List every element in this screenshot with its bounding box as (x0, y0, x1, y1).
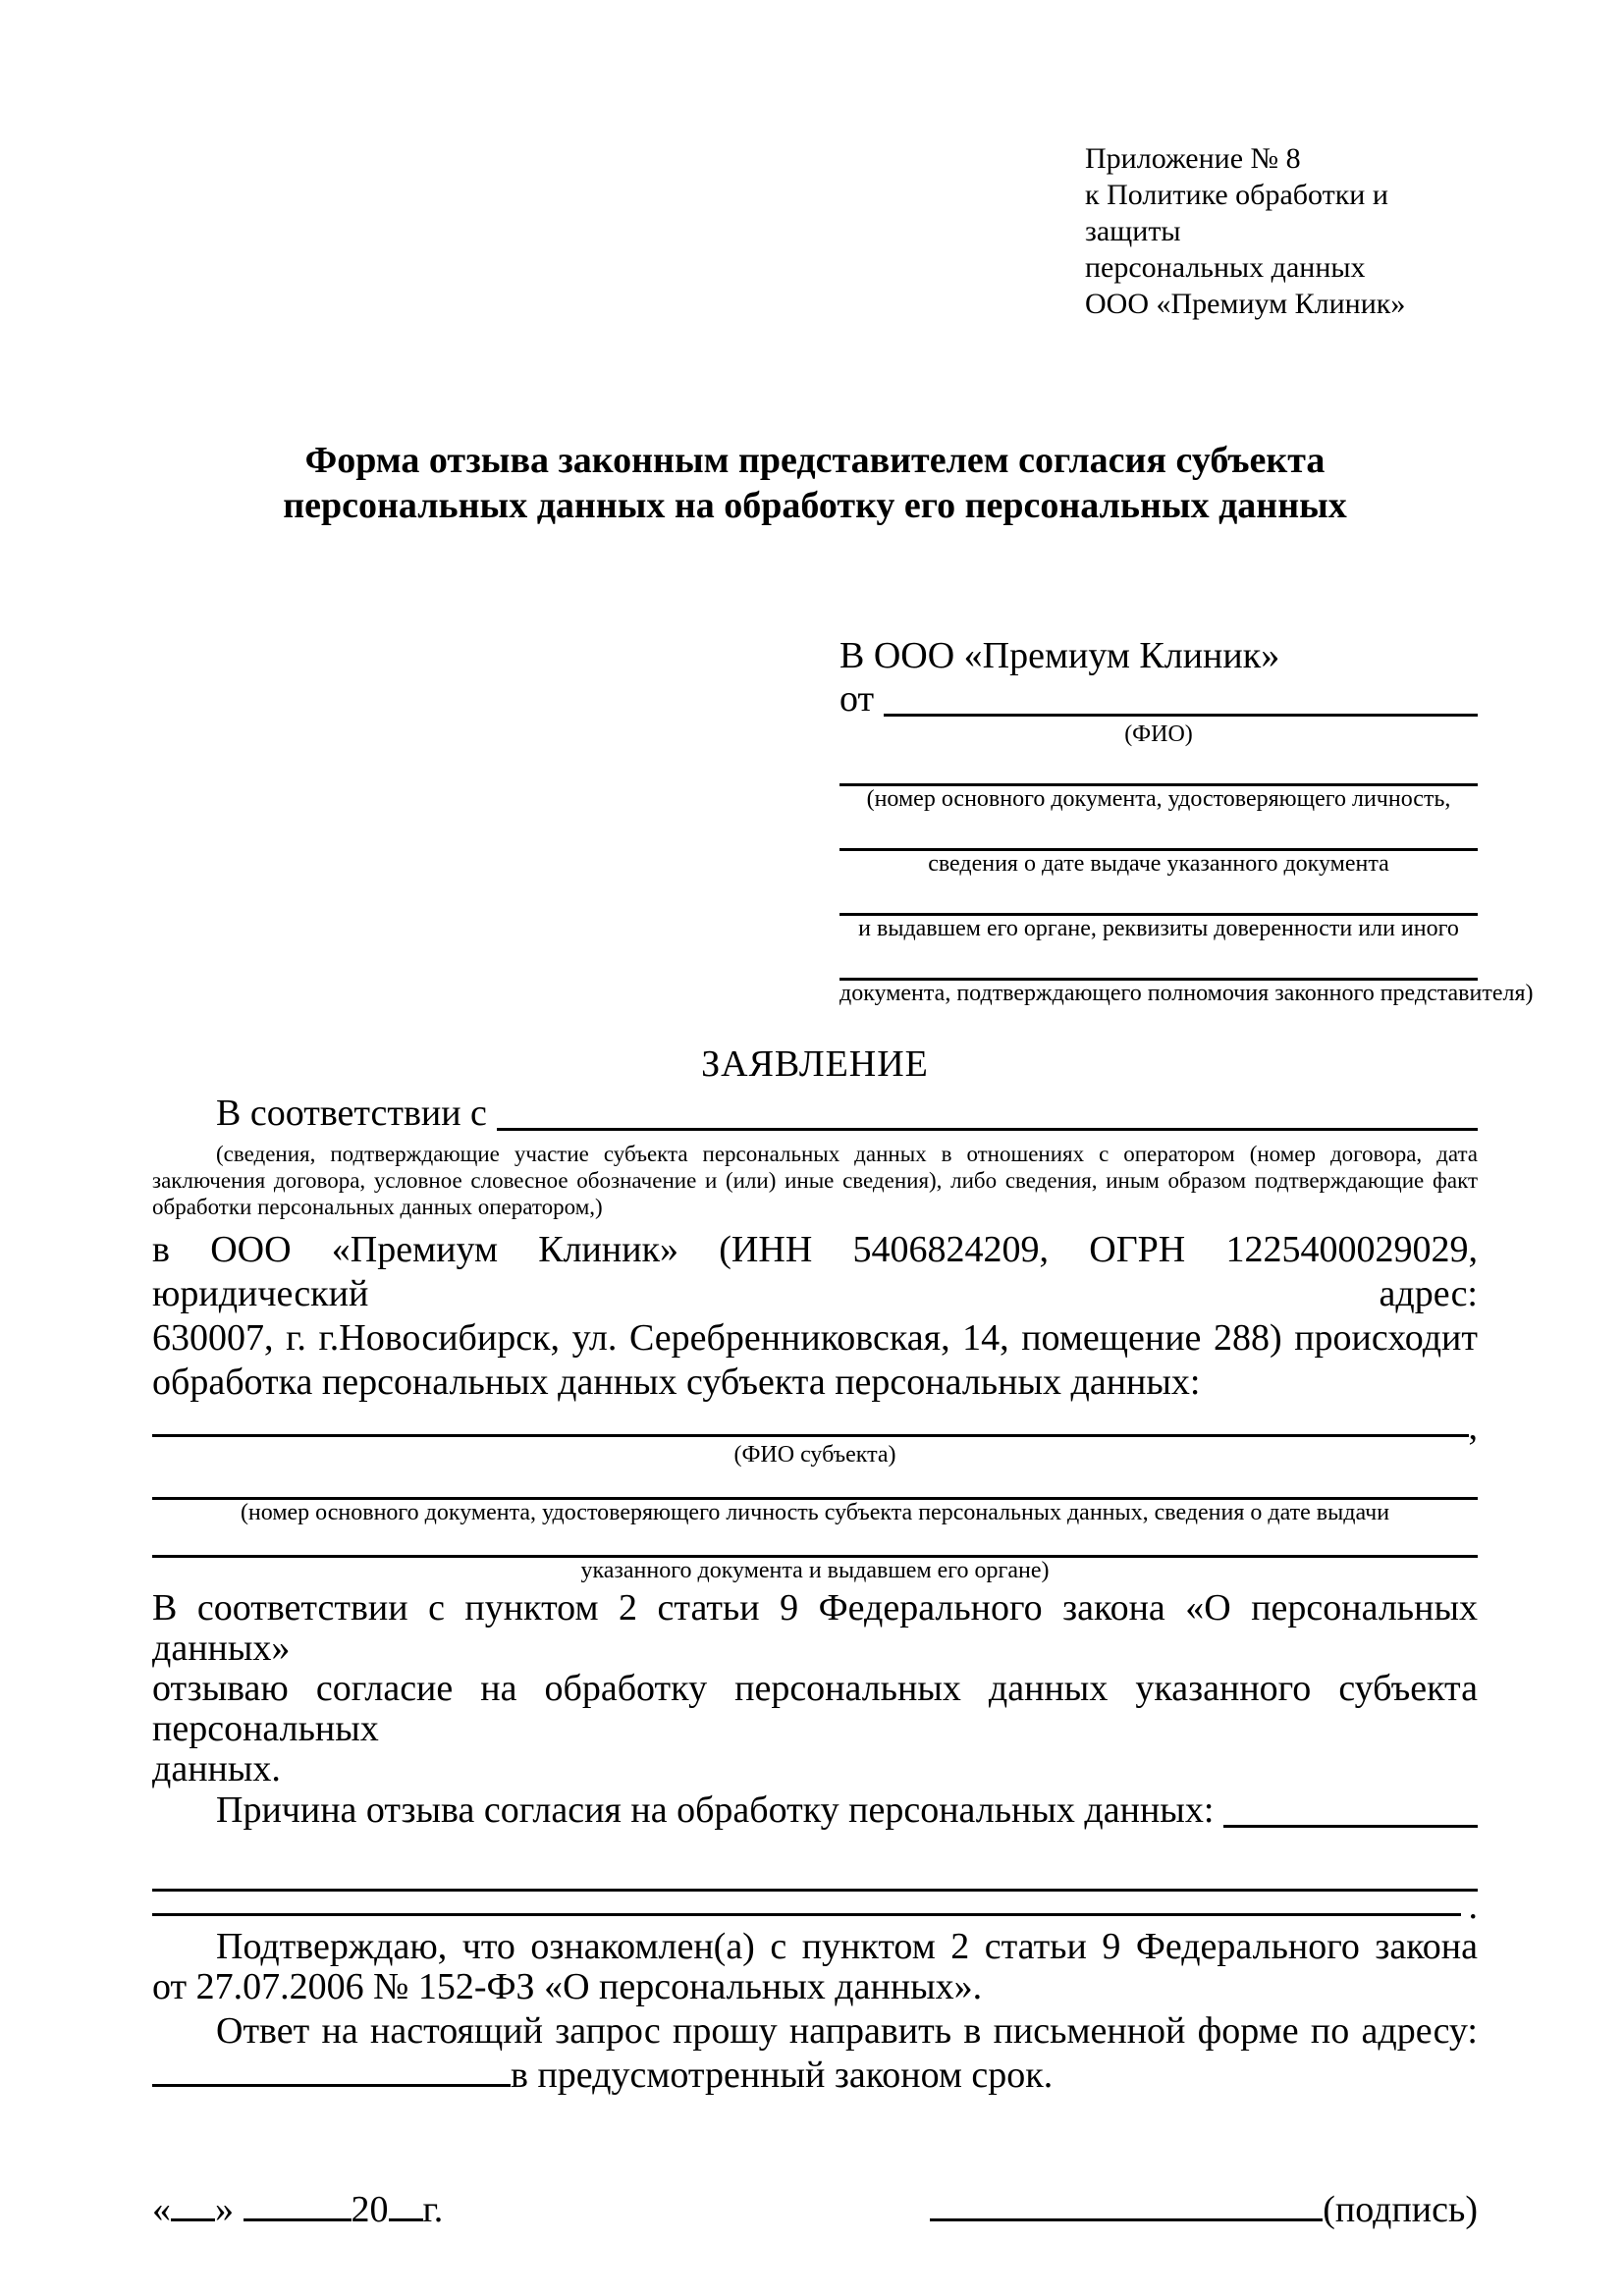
fill-line-proxy-document (839, 942, 1478, 981)
confirmation-paragraph (152, 1927, 1478, 2007)
basis-caption-line: заключения договора, условное словесное обозначение и (или) иные сведения), либо сведения, иным образом подтверждающие факт (152, 1168, 1478, 1193)
addressee-to: В ООО «Премиум Клиник» (839, 635, 1280, 676)
fill-line-reason-continued (152, 1862, 1478, 1892)
appendix-note (1085, 140, 1478, 322)
reason-label: Причина отзыва согласия на обработку персональных данных: (216, 1789, 1215, 1831)
issue-date-caption: сведения о дате выдаче указанного документа (928, 851, 1389, 877)
footer-row (152, 2188, 1478, 2232)
fill-line-subject-document-2 (152, 1526, 1478, 1558)
signature-field (930, 2188, 1478, 2232)
document-title-line: Форма отзыва законным представителем согласия субъекта (304, 440, 1326, 481)
fill-line-reply-address (152, 2084, 511, 2087)
reply-paragraph-line: Ответ на настоящий запрос прошу направить в письменной форме по адресу: (216, 2010, 1478, 2052)
from-label: от (839, 678, 875, 720)
document-title (152, 438, 1478, 528)
fill-line-reason (1223, 1825, 1478, 1828)
addressee-block (839, 634, 1534, 1007)
statement-heading: ЗАЯВЛЕНИЕ (701, 1043, 929, 1085)
issuing-authority-caption: и выдавшем его органе, реквизиты доверенности или иного (858, 916, 1459, 941)
proxy-document-caption: документа, подтверждающего полномочия законного представителя) (839, 981, 1534, 1006)
appendix-note-line: Приложение № 8 (1085, 142, 1301, 175)
operator-paragraph-line: в ООО «Премиум Клиник» (ИНН 5406824209, ОГРН 1225400029029, юридический адрес: (152, 1229, 1478, 1314)
fill-line-issuing-authority (839, 878, 1478, 916)
subject-fio-row (152, 1407, 1478, 1448)
withdrawal-paragraph-line: отзываю согласие на обработку персональных данных указанного субъекта персональных (152, 1668, 1478, 1749)
document-title-line: персональных данных на обработку его персональных данных (283, 485, 1347, 526)
trailing-period: . (1468, 1886, 1478, 1927)
reason-blank-row (152, 1886, 1478, 1927)
fill-line-subject-fio (152, 1434, 1469, 1437)
reply-tail: в предусмотренный законом срок. (511, 2055, 1054, 2096)
operator-paragraph-line: обработка персональных данных субъекта персональных данных: (152, 1362, 1201, 1403)
fill-line-month (244, 2218, 352, 2221)
appendix-note-line: к Политике обработки и защиты (1085, 179, 1388, 247)
date-field (152, 2188, 443, 2232)
fio-caption: (ФИО) (1124, 721, 1193, 747)
open-quote: « (152, 2189, 171, 2230)
operator-paragraph (152, 1228, 1478, 1405)
withdrawal-paragraph-line: В соответствии с пунктом 2 статьи 9 Федерального закона «О персональных данных» (152, 1587, 1478, 1669)
close-quote: » (215, 2189, 234, 2230)
appendix-note-line: персональных данных (1085, 251, 1366, 284)
fill-line-basis (497, 1128, 1478, 1131)
subject-document-caption-2: указанного документа и выдавшем его органе) (580, 1558, 1050, 1583)
document-number-caption: (номер основного документа, удостоверяющего личность, (866, 786, 1451, 812)
withdrawal-paragraph-line: данных. (152, 1748, 281, 1789)
intro-label: В соответствии с (216, 1093, 487, 1134)
confirmation-paragraph-line: от 27.07.2006 № 152-ФЗ «О персональных данных». (152, 1966, 983, 2007)
fill-line-document-number (839, 748, 1478, 786)
signature-caption: (подпись) (1323, 2189, 1478, 2230)
withdrawal-paragraph (152, 1588, 1478, 1789)
addressee-from-row (839, 678, 1478, 721)
fill-line-signature (930, 2218, 1323, 2221)
fill-line-fio (884, 714, 1478, 717)
fill-line-day (171, 2218, 215, 2221)
reply-paragraph (152, 2009, 1478, 2098)
basis-caption-line: (сведения, подтверждающие участие субъекта персональных данных в отношениях с оператором (номер договора, дата (216, 1142, 1478, 1166)
reason-row (152, 1791, 1478, 1833)
basis-caption-line: обработки персональных данных оператором,) (152, 1195, 603, 1219)
operator-paragraph-line: 630007, г. г.Новосибирск, ул. Серебренниковская, 14, помещение 288) происходит (152, 1317, 1478, 1359)
fill-line-year (389, 2218, 423, 2221)
fill-line-reason-continued-2 (152, 1913, 1461, 1916)
intro-row (152, 1091, 1478, 1136)
confirmation-paragraph-line: Подтверждаю, что ознакомлен(а) с пунктом 2 статьи 9 Федерального закона (216, 1926, 1478, 1967)
reply-paragraph-line-2 (152, 2054, 1478, 2098)
fill-line-issue-date (839, 813, 1478, 851)
subject-document-caption: (номер основного документа, удостоверяющего личность субъекта персональных данных, сведения о дате выдачи (240, 1500, 1390, 1525)
basis-caption (152, 1141, 1478, 1220)
year-prefix: 20 (351, 2189, 389, 2230)
appendix-note-line: ООО «Премиум Клиник» (1085, 288, 1406, 320)
subject-fio-caption: (ФИО субъекта) (733, 1442, 896, 1468)
trailing-comma: , (1468, 1407, 1478, 1448)
fill-line-subject-document (152, 1468, 1478, 1500)
year-suffix: г. (422, 2189, 444, 2230)
